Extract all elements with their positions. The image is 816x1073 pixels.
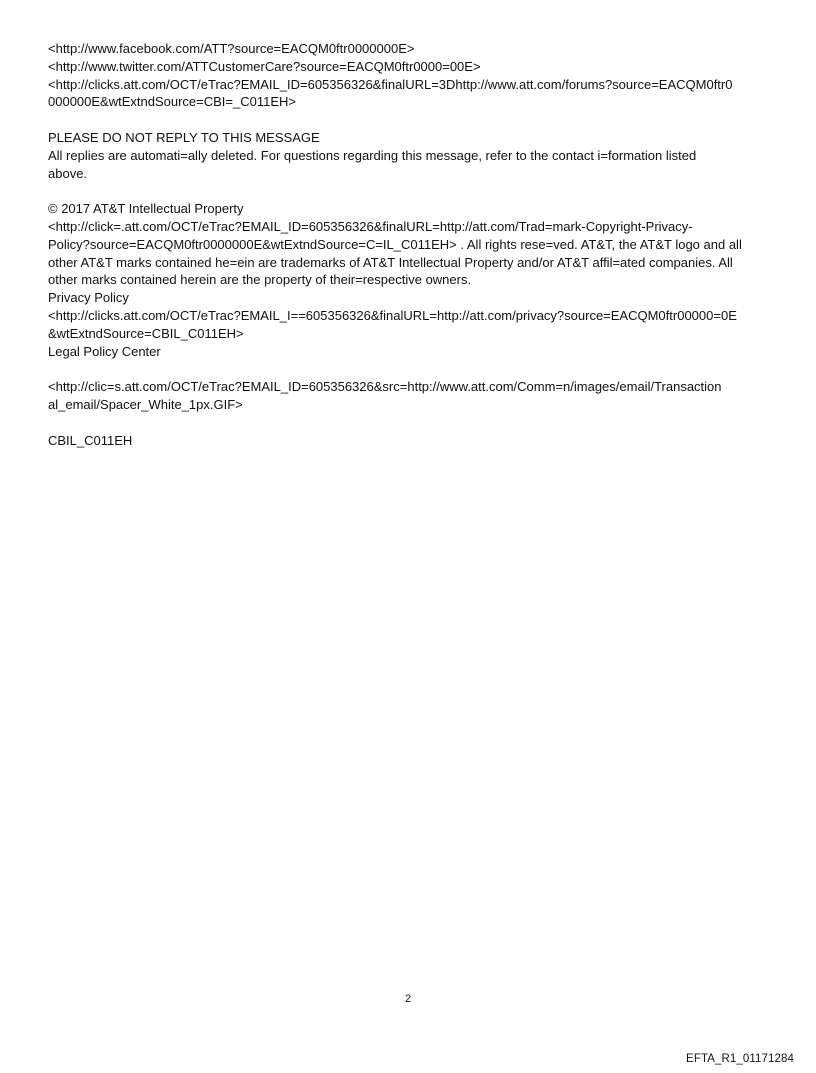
legal-policy-center-label: Legal Policy Center (48, 343, 161, 359)
twitter-link[interactable]: <http://www.twitter.com/ATTCustomerCare?source=EACQM0ftr0000=00E> (48, 58, 481, 74)
copyright-body-line-3: other AT&T marks contained he=ein are trademarks of AT&T Intellectual Property and/or AT&T affil=ated companies. All (48, 254, 733, 270)
spacer (48, 182, 770, 200)
forums-link-line-2[interactable]: 000000E&wtExtndSource=CBI=_C011EH> (48, 94, 297, 110)
copyright-body-line-4: other marks contained herein are the property of their=respective owners. (48, 272, 472, 288)
spacer (48, 111, 770, 129)
facebook-link[interactable]: <http://www.facebook.com/ATT?source=EACQM0ftr0000000E> (48, 41, 415, 56)
social-links-block (48, 40, 770, 111)
email-body (48, 40, 770, 449)
privacy-policy-label: Privacy Policy (48, 290, 129, 306)
copyright-line: © 2017 AT&T Intellectual Property (48, 201, 244, 217)
document-footer-id: EFTA_R1_01171284 (686, 1053, 794, 1065)
spacer (48, 360, 770, 378)
tracking-code: CBIL_C011EH (48, 432, 133, 448)
spacer-image-link-line-2[interactable]: al_email/Spacer_White_1px.GIF> (48, 396, 243, 412)
spacer (48, 414, 770, 432)
copyright-block (48, 200, 770, 360)
copyright-body-line-1[interactable]: <http://click=.att.com/OCT/eTrac?EMAIL_ID=605356326&finalURL=http://att.com/Trad=mark-Copyright-Privacy- (48, 218, 693, 234)
no-reply-body-line-1: All replies are automati=ally deleted. For questions regarding this message, refer to the contact i=formation listed (48, 147, 697, 163)
spacer-image-link-block (48, 378, 770, 414)
privacy-link-line-2[interactable]: &wtExtndSource=CBIL_C011EH> (48, 325, 244, 341)
no-reply-body-line-2: above. (48, 165, 88, 181)
copyright-body-line-2: Policy?source=EACQM0ftr0000000E&wtExtndSource=C=IL_C011EH> . All rights rese=ved. AT&T, the AT&T logo and all (48, 236, 742, 252)
forums-link-line-1[interactable]: <http://clicks.att.com/OCT/eTrac?EMAIL_ID=605356326&finalURL=3Dhttp://www.att.com/forums?source=EACQM0ftr0 (48, 76, 733, 92)
spacer-image-link-line-1[interactable]: <http://clic=s.att.com/OCT/eTrac?EMAIL_ID=605356326&src=http://www.att.com/Comm=n/images/email/Transaction (48, 379, 722, 395)
no-reply-heading: PLEASE DO NOT REPLY TO THIS MESSAGE (48, 129, 320, 145)
no-reply-notice (48, 129, 770, 182)
privacy-link-line-1[interactable]: <http://clicks.att.com/OCT/eTrac?EMAIL_I==605356326&finalURL=http://att.com/privacy?source=EACQM0ftr00000=0E (48, 307, 737, 323)
page-number: 2 (404, 993, 412, 1005)
